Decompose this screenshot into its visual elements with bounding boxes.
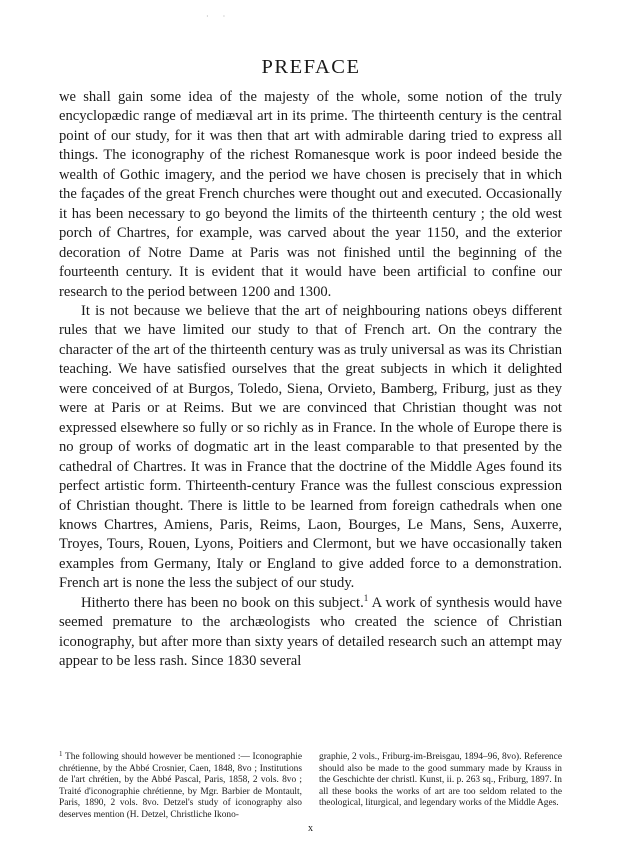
paragraph-3 bbox=[59, 594, 562, 672]
paragraph-1: we shall gain some idea of the majesty of the whole, some notion of the truly encyclopædic range of mediæval art in its prime. The thirteenth century is the central point of our study, for it was then that art with admirable daring tried to express all things. The iconography of the richest Romanesque work is poor indeed beside the wealth of Gothic imagery, and the period we have chosen is precisely that in which the façades of the great French churches were thought out and executed. Occasionally it has been necessary to go beyond the limits of the thirteenth century ; the old west porch of Chartres, for example, was carved about the year 1150, and the exterior decoration of Notre Dame at Paris was not finished until the beginning of the fourteenth century. It is evident that it would have been artificial to confine our research to the period between 1200 and 1300. bbox=[59, 89, 562, 300]
paragraph-2: It is not because we believe that the art of neighbouring nations obeys different rules that we have limited our study to that of French art. On the contrary the character of the art of the thirteenth century was as truly universal as was its Christian teaching. We have satisfied ourselves that the great subjects in which it delighted were conceived of at Burgos, Toledo, Siena, Orvieto, Bamberg, Friburg, just as they were at Paris or at Reims. But we are convinced that Christian thought was not expressed elsewhere so fully or so richly as in France. In the whole of Europe there is no group of works of dogmatic art in the least comparable to that presented by the cathedral of Chartres. It was in France that the doctrine of the Middle Ages found its perfect artistic form. Thirteenth-century France was the fullest conscious expression of Christian thought. There is little to be learned from foreign cathedrals when one knows Chartres, Amiens, Paris, Reims, Laon, Bourges, Le Mans, Sens, Auxerre, Troyes, Tours, Rouen, Lyons, Poitiers and Clermont, but we have occasionally taken examples from Germany, Italy or England to give added force to a demonstration. French art is none the less the subject of our study. bbox=[59, 302, 562, 592]
body-text bbox=[59, 88, 562, 672]
footnote-left-text: The following should however be mentioned :— Iconographie chrétienne, by the Abbé Crosnier, Caen, 1848, 8vo ; Institutions de l'art chrétien, by the Abbé Pascal, Paris, 1858, 2 vols. 8vo ; Traité d'iconographie chrétienne, by Mgr. Barbier de Montault, Paris, 1890, 2 vols. 8vo. Detzel's study of iconography also deserves mention (H. Detzel, Christliche Ikono- bbox=[59, 752, 303, 820]
paragraph-3-continuation: A work of synthesis would have seemed premature to the archæologists who created the science of Christian iconography, but after more than sixty years of detailed research such an attempt may appear to be less rash. Since 1830 several bbox=[59, 594, 562, 670]
footnote-right-text: graphie, 2 vols., Friburg-im-Breisgau, 1894–96, 8vo). Reference should also be made to the good summary made by Krauss in the Geschichte der christl. Kunst, ii. p. 263 sq., Friburg, 1897. In all these books the works of art are too seldom related to the theological, liturgical, and legendary works of the Middle Ages. bbox=[319, 752, 562, 809]
footnote-left-column bbox=[59, 752, 302, 822]
page-number: x bbox=[308, 823, 314, 834]
footnotes bbox=[59, 752, 562, 822]
paragraph-3-opening: Hitherto there has been no book on this subject. bbox=[81, 594, 364, 611]
footnote-reference: 1 bbox=[363, 592, 369, 603]
footnote-number: 1 bbox=[59, 750, 63, 758]
printing-smudge: · · bbox=[206, 12, 232, 21]
footnote-right-column bbox=[319, 752, 562, 822]
running-title: PREFACE bbox=[261, 56, 361, 78]
